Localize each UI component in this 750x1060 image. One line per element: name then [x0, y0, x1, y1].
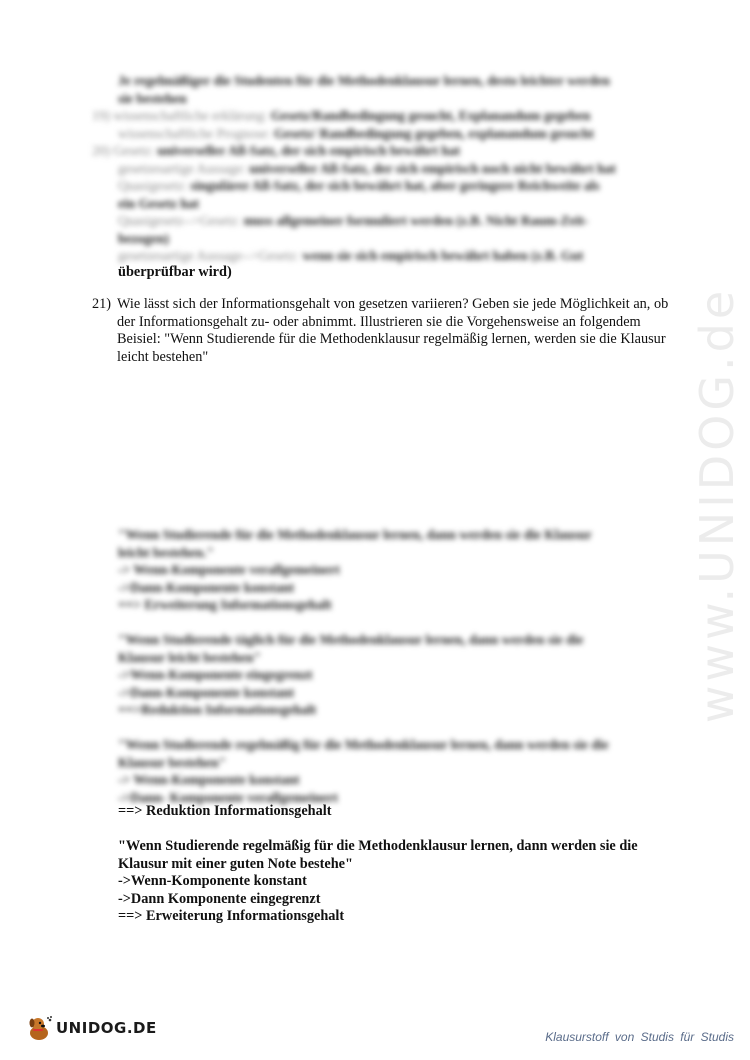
blurred-line: Je regelmäßiger die Studenten für die Methodenklausur lernen, desto leichter werden — [118, 73, 610, 88]
blurred-line — [92, 142, 678, 160]
watermark — [662, 270, 750, 740]
visible-line: überprüfbar wird) — [118, 264, 232, 280]
visible-line: ->Dann Komponente eingegrenzt — [118, 890, 321, 907]
blurred-line: Klausur leicht bestehen" — [118, 649, 262, 665]
blurred-line — [118, 247, 678, 265]
blurred-line: sie bestehen — [118, 90, 187, 106]
blurred-line: "Wenn Studierende für die Methodenklausur lernen, dann werden sie die Klausur — [118, 527, 592, 542]
blurred-line: -> Wenn-Komponente konstant — [118, 772, 300, 787]
blurred-value: universeller All-Satz, der sich empirisch noch nicht bewährt hat — [249, 160, 616, 176]
blurred-line: ein Gesetz hat — [118, 195, 199, 211]
visible-line: Klausur mit einer guten Note bestehe" — [118, 855, 353, 872]
blurred-line — [118, 177, 678, 195]
blurred-line: ->Dann- Komponente verallgemeinert — [118, 789, 338, 805]
blurred-value: singulärer All-Satz, der sich bewährt hat, aber geringere Reichweite als — [190, 178, 600, 193]
blurred-line: ==> Erweiterung Informationsgehalt — [118, 597, 332, 612]
blurred-label: gesetzesartige Aussage: — [118, 160, 246, 176]
watermark-text: www.UNIDOG.de — [690, 286, 744, 724]
visible-line: ==> Erweiterung Informationsgehalt — [118, 908, 345, 924]
blurred-line: -> Wenn-Komponente verallgemeinert — [118, 562, 340, 577]
dog-icon — [26, 1014, 52, 1042]
unidog-logo[interactable] — [26, 1014, 157, 1042]
blurred-line: ->Wenn-Komponente eingegrenzt — [118, 667, 313, 682]
blurred-label: Quasigesetz-->Gesetz: — [118, 213, 241, 228]
blurred-label: Quasigesetz: — [118, 178, 187, 193]
footer-tagline: Klausurstoff von Studis für Studis — [545, 1030, 734, 1044]
blurred-line: bezogen) — [118, 230, 169, 246]
visible-line: "Wenn Studierende regelmäßig für die Methodenklausur lernen, dann werden sie die — [118, 838, 638, 854]
blurred-value: Gesetz/Randbedingung gesucht, Explanandum gegeben — [270, 108, 591, 123]
visible-line: ->Wenn-Komponente konstant — [118, 873, 307, 889]
blurred-answer-block-top — [92, 72, 678, 265]
blurred-line: ->Dann-Komponente konstant — [118, 579, 295, 595]
question-number: 21) — [92, 296, 112, 312]
blurred-label: 20) Gesetz: — [92, 143, 154, 158]
visible-line: ==> Reduktion Informationsgehalt — [118, 803, 332, 819]
blurred-line — [118, 160, 678, 178]
blurred-line: ->Dann-Komponente konstant — [118, 684, 295, 700]
blurred-value: wenn sie sich empirisch bewährt haben (z.B. Gut — [302, 248, 584, 263]
visible-answer-block — [118, 803, 678, 926]
blurred-line: ==>Reduktion Informationsgehalt — [118, 702, 317, 717]
blurred-value: universeller All-Satz, der sich empirisch bewährt hat — [157, 143, 461, 158]
blurred-line — [92, 107, 678, 125]
blurred-line — [118, 212, 678, 230]
blurred-label: 19) wissenschaftliche erklärung: — [92, 108, 268, 123]
blurred-label: wissenschaftliche Prognose: — [118, 125, 271, 141]
blurred-line: leicht bestehen." — [118, 544, 214, 560]
blurred-value: muss allgemeiner formuliert werden (z.B. Nicht Raum-Zeit- — [243, 213, 589, 228]
question-text: Wie lässt sich der Informationsgehalt von gesetzen variieren? Geben sie jede Möglichkeit an, ob der Informationsgehalt zu- oder abnimmt. Illustrieren sie die Vorgehensweise an folgendem Beisiel: "Wenn Studierende für die Methodenklausur regelmäßig lernen, werden sie die Klausur leicht bestehen" — [117, 296, 669, 365]
blurred-answer-block — [118, 526, 678, 806]
blurred-value: Gesetz/ Randbedingung gegeben, explanandum gesucht — [273, 125, 594, 141]
blurred-line — [118, 125, 678, 143]
blurred-label: gesetzesartige Aussage-->Gesetz: — [118, 248, 300, 263]
blurred-line: "Wenn Studierende täglich für die Methodenklausur lernen, dann werden sie die — [118, 632, 584, 647]
blurred-line: "Wenn Studierende regelmäßig für die Methodenklausur lernen, dann werden sie die — [118, 737, 609, 752]
logo-text: UNIDOG.DE — [56, 1019, 157, 1037]
blurred-line: Klausur bestehen" — [118, 754, 227, 770]
